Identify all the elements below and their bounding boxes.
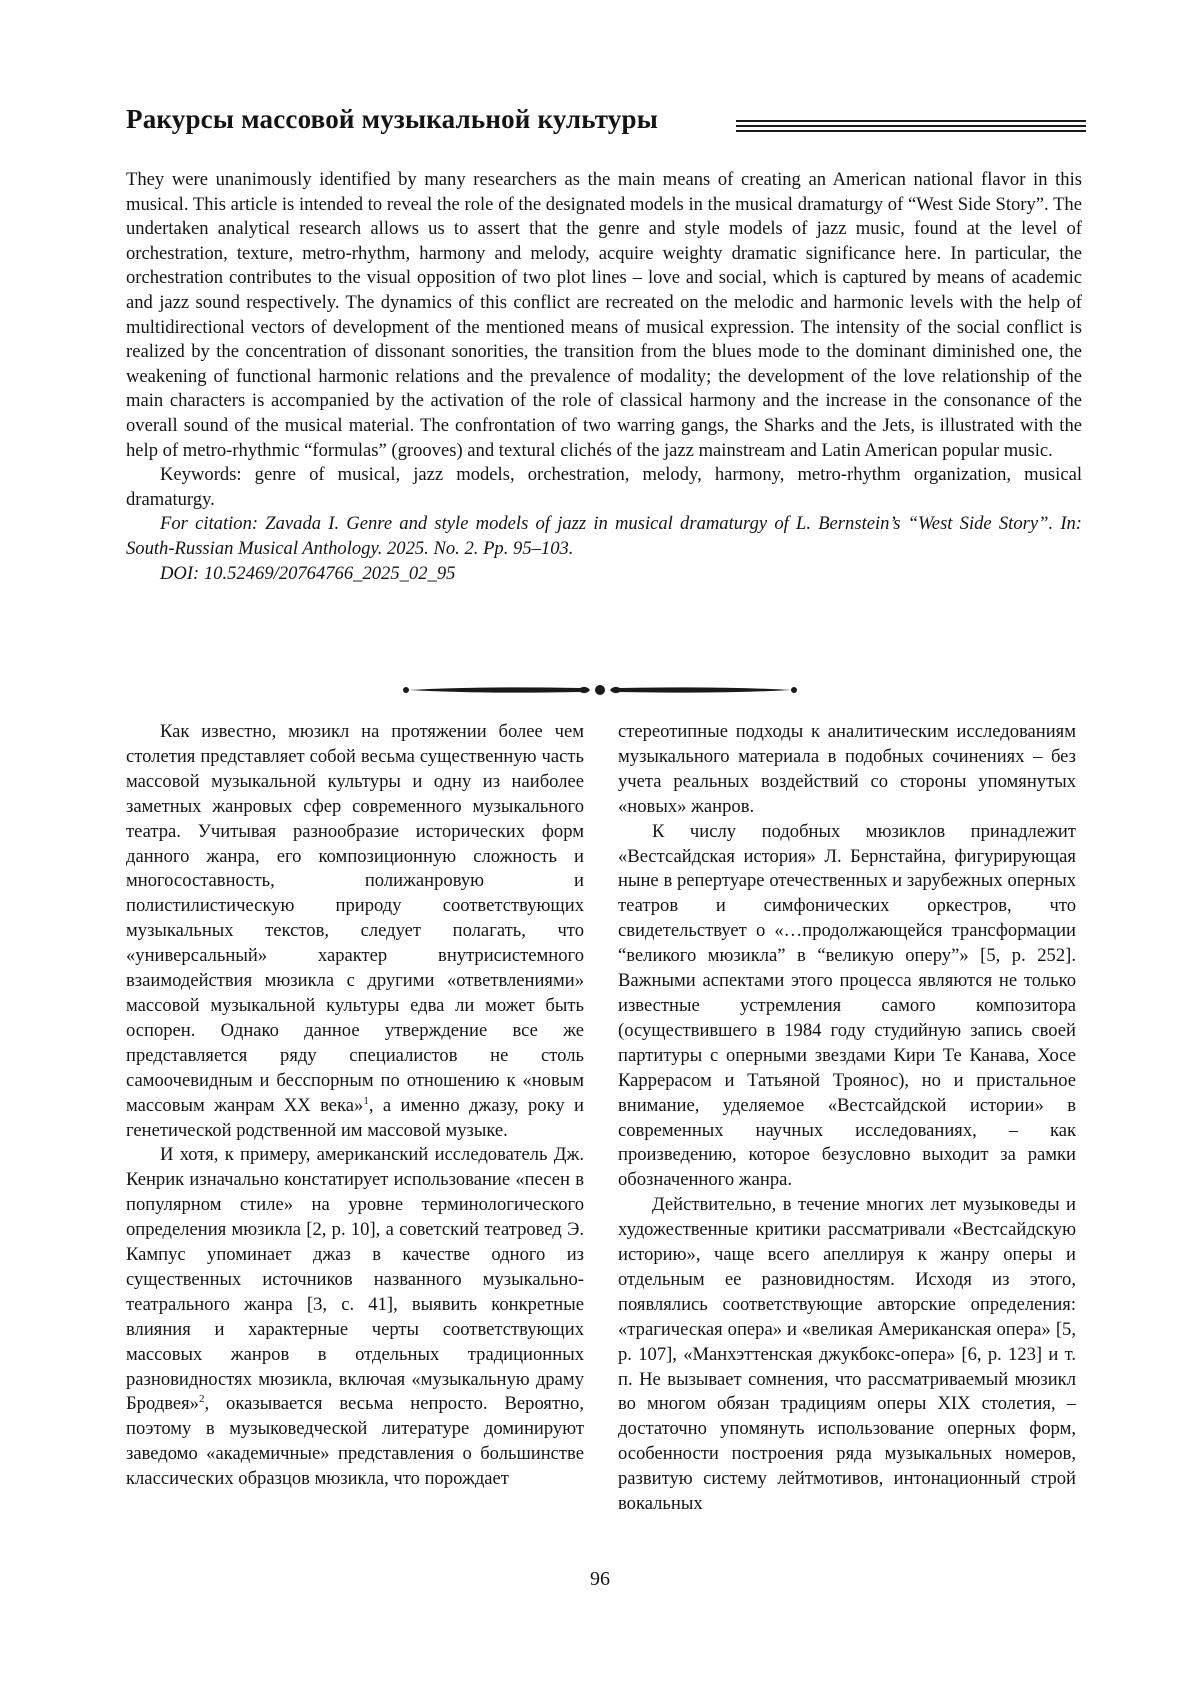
paragraph: стереотипные подходы к аналитическим исследованиям музыкального материала в подобных сочинениях – без учета реальных воздействий со стороны упомянутых «новых» жанров.: [618, 721, 1076, 817]
paragraph: К числу подобных мюзиклов принадлежит «Вестсайдская история» Л. Бернстайна, фигурирующая ныне в репертуаре отечественных и зарубежных оперных театров и симфонических оркестров, что свидетельствует о «…продолжающейся трансформации “великого мюзикла” в “великую оперу”» [5, p. 252]. Важными аспектами этого процесса являются не только известные устремления самого композитора (осуществившего в 1984 году студийную запись своей партитуры с оперными звездами Кири Те Канава, Хосе Каррерасом и Татьяной Троянос), но и пристальное внимание, уделяемое «Вестсайдской истории» в современных научных исследованиях, – как произведению, которое безусловно выходит за рамки обозначенного жанра.: [618, 820, 1076, 1191]
citation: For citation: Zavada I. Genre and style models of jazz in musical dramaturgy of L. Bernstein’s “West Side Story”. In: South-Russian Musical Anthology. 2025. No. 2. Pp. 95–103.: [126, 513, 1082, 559]
paragraph-text: Как известно, мюзикл на протяжении более чем столетия представляет собой весьма существенную часть массовой музыкальной культуры и одну из наиболее заметных жанровых сфер современного музыкального театра. Учитывая разнообразие исторических форм данного жанра, его композиционную сложность и многосоставность, полижанровую и полистилистическую природу соответствующих музыкальных текстов, следует полагать, что «универсальный» характер внутрисистемного взаимодействия мюзикла с другими «ответвлениями» массовой музыкальной культуры едва ли может быть оспорен. Однако данное утверждение все же представляется ряду специалистов не столь самоочевидным и бесспорным по отношению к «новым массовым жанрам XX века»: [126, 721, 584, 1116]
footnote-ref: 1: [363, 1094, 369, 1107]
paragraph-text: И хотя, к примеру, американский исследователь Дж. Кенрик изначально констатирует использование «песен в популярном стиле» на уровне терминологического определения мюзикла [2, p. 10], а советский театровед Э. Кампус упоминает джаз в качестве одного из существенных источников названного музыкально-театрального жанра [3, с. 41], выявить конкретные влияния и характерные черты соответствующих массовых жанров в отдельных традиционных разновидностях мюзикла, включая «музыкальную драму Бродвея»: [126, 1144, 584, 1415]
abstract-body: They were unanimously identified by many researchers as the main means of creating an American national flavor in this musical. This article is intended to reveal the role of the designated models in the musical dramaturgy of “West Side Story”. The undertaken analytical research allows us to assert that the genre and style models of jazz music, found at the level of orchestration, texture, metro-rhythm, harmony and melody, acquire weighty dramatic significance here. In particular, the orchestration contributes to the visual opposition of two plot lines – love and social, which is captured by means of academic and jazz sound respectively. The dynamics of this conflict are recreated on the melodic and harmonic levels with the help of multidirectional vectors of development of the mentioned means of musical expression. The intensity of the social conflict is realized by the concentration of dissonant sonorities, the transition from the blues mode to the dominant diminished one, the weakening of functional harmonic relations and the prevalence of modality; the development of the love relationship of the main characters is accompanied by the activation of the role of classical harmony and the increase in the consonance of the overall sound of the musical material. The confrontation of two warring gangs, the Sharks and the Jets, is illustrated with the help of metro-rhythmic “formulas” (grooves) and textural clichés of the jazz mainstream and Latin American popular music.: [126, 169, 1082, 461]
footnote-ref: 2: [198, 1393, 205, 1406]
paragraph: [126, 1143, 584, 1492]
header-rule-line: [736, 125, 1086, 127]
keywords: Keywords: genre of musical, jazz models, orchestration, melody, harmony, metro-rhythm organization, musical dramaturgy.: [126, 464, 1082, 510]
ornament-divider: [400, 682, 800, 698]
english-abstract: [126, 168, 1082, 586]
paragraph-text: , оказывается весьма непросто. Вероятно, поэтому в музыковедческой литературе доминируют заведомо «академичные» представления о большинстве классических образцов мюзикла, что порождает: [126, 1393, 584, 1490]
section-title: Ракурсы массовой музыкальной культуры: [126, 104, 659, 134]
paragraph: [126, 720, 584, 1143]
header-rule-line: [736, 130, 1086, 132]
right-column: [618, 720, 1076, 1517]
paragraph-text: , а именно джазу, року и генетической родственной им массовой музыке.: [126, 1094, 585, 1141]
page-number: 96: [590, 1568, 610, 1590]
doi: DOI: 10.52469/20764766_2025_02_95: [160, 562, 456, 584]
header-rule-line: [736, 120, 1086, 122]
left-column: [126, 720, 584, 1492]
paragraph: Действительно, в течение многих лет музыковеды и художественные критики рассматривали «Вестсайдскую историю», чаще всего апеллируя к жанру оперы и отдельным ее разновидностям. Исходя из этого, появлялись соответствующие авторские определения: «трагическая опера» и «великая Американская опера» [5, p. 107], «Манхэттенская джукбокс-опера» [6, p. 123] и т. п. Не вызывает сомнения, что рассматриваемый мюзикл во многом обязан традициям оперы XIX столетия, – достаточно упомянуть использование оперных форм, особенности построения ряда музыкальных номеров, развитую систему лейтмотивов, интонационный строй вокальных: [618, 1194, 1076, 1515]
running-header: [126, 100, 1086, 150]
